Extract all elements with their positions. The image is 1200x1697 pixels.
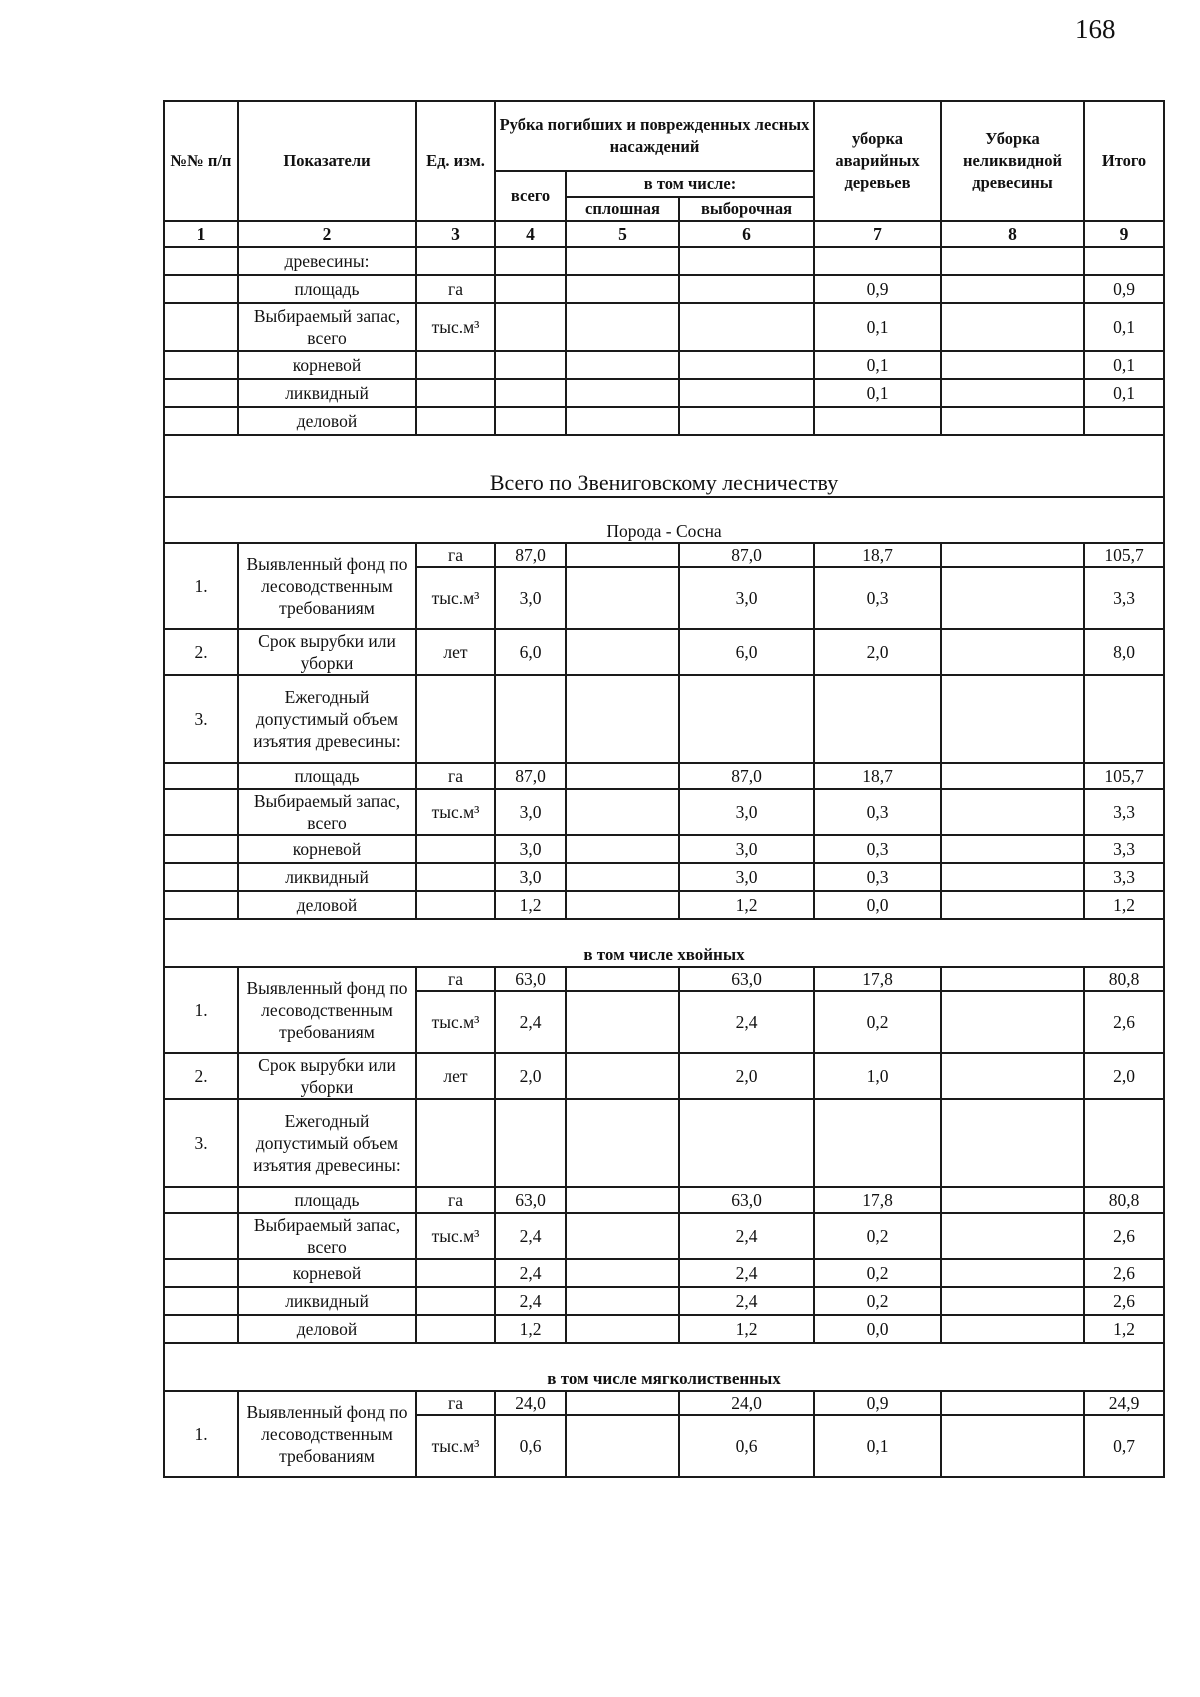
empty-cell <box>164 1213 238 1259</box>
value-cell: 24,0 <box>679 1391 814 1415</box>
table-row <box>164 1187 1164 1213</box>
column-number: 4 <box>495 221 566 247</box>
indicator-name: корневой <box>238 351 416 379</box>
value-cell: 0,1 <box>814 351 941 379</box>
value-cell: 1,2 <box>495 1315 566 1343</box>
header-indicators: Показатели <box>238 101 416 221</box>
value-cell: 87,0 <box>679 543 814 567</box>
unit-cell: га <box>416 1187 495 1213</box>
column-number: 3 <box>416 221 495 247</box>
empty-cell <box>164 835 238 863</box>
indicator-name: площадь <box>238 275 416 303</box>
header-sub-selective: выборочная <box>679 197 814 221</box>
header-total: Итого <box>1084 101 1164 221</box>
table-row <box>164 379 1164 407</box>
indicator-name: ликвидный <box>238 1287 416 1315</box>
empty-cell <box>566 1259 679 1287</box>
value-cell: 87,0 <box>679 763 814 789</box>
item-number: 1. <box>164 543 238 629</box>
value-cell: 2,0 <box>814 629 941 675</box>
empty-cell <box>566 1415 679 1477</box>
indicator-name: Выявленный фонд по лесоводственным требованиям <box>238 967 416 1053</box>
indicator-name: Выбираемый запас, всего <box>238 1213 416 1259</box>
empty-cell <box>416 1099 495 1187</box>
table-row <box>164 543 1164 567</box>
value-cell: 105,7 <box>1084 543 1164 567</box>
indicator-name: ликвидный <box>238 379 416 407</box>
value-cell: 3,0 <box>679 863 814 891</box>
forest-felling-table <box>163 100 1165 1478</box>
section-title-total: Всего по Звениговскому лесничеству <box>164 435 1164 497</box>
indicator-name: ликвидный <box>238 863 416 891</box>
empty-cell <box>416 1315 495 1343</box>
indicator-name: Ежегодный допустимый объем изъятия древесины: <box>238 675 416 763</box>
empty-cell <box>416 835 495 863</box>
empty-cell <box>941 543 1084 567</box>
value-cell: 2,4 <box>495 1213 566 1259</box>
value-cell: 3,3 <box>1084 863 1164 891</box>
table-row <box>164 275 1164 303</box>
empty-cell <box>566 629 679 675</box>
value-cell: 80,8 <box>1084 1187 1164 1213</box>
value-cell: 1,2 <box>1084 1315 1164 1343</box>
value-cell: 1,0 <box>814 1053 941 1099</box>
empty-cell <box>566 789 679 835</box>
value-cell: 0,3 <box>814 835 941 863</box>
item-number: 1. <box>164 1391 238 1477</box>
value-cell: 3,0 <box>495 789 566 835</box>
value-cell: 2,4 <box>495 991 566 1053</box>
empty-cell <box>416 1287 495 1315</box>
section-title-breed: Порода - Сосна <box>164 497 1164 543</box>
item-number: 2. <box>164 629 238 675</box>
value-cell: 0,2 <box>814 1287 941 1315</box>
value-cell: 2,4 <box>679 1287 814 1315</box>
column-number: 8 <box>941 221 1084 247</box>
table-row <box>164 891 1164 919</box>
table-row <box>164 1099 1164 1187</box>
unit-cell: тыс.м³ <box>416 789 495 835</box>
empty-cell <box>566 1315 679 1343</box>
header-unmerchantable: Уборка неликвидной древесины <box>941 101 1084 221</box>
value-cell: 2,0 <box>1084 1053 1164 1099</box>
value-cell: 63,0 <box>495 1187 566 1213</box>
empty-cell <box>164 863 238 891</box>
column-number: 6 <box>679 221 814 247</box>
empty-cell <box>941 763 1084 789</box>
value-cell: 0,1 <box>814 1415 941 1477</box>
empty-cell <box>566 763 679 789</box>
value-cell: 2,0 <box>495 1053 566 1099</box>
value-cell: 0,0 <box>814 891 941 919</box>
unit-cell: га <box>416 543 495 567</box>
indicator-name: площадь <box>238 763 416 789</box>
indicator-name: Срок вырубки или уборки <box>238 1053 416 1099</box>
empty-cell <box>814 1099 941 1187</box>
value-cell: 2,4 <box>679 1259 814 1287</box>
indicator-name: Срок вырубки или уборки <box>238 629 416 675</box>
table-row <box>164 407 1164 435</box>
value-cell: 2,6 <box>1084 1287 1164 1315</box>
empty-cell <box>495 675 566 763</box>
table-row <box>164 675 1164 763</box>
table-row <box>164 1287 1164 1315</box>
value-cell: 3,3 <box>1084 789 1164 835</box>
empty-cell <box>566 543 679 567</box>
empty-cell <box>566 1187 679 1213</box>
value-cell: 1,2 <box>679 1315 814 1343</box>
unit-cell: га <box>416 967 495 991</box>
value-cell: 0,9 <box>814 1391 941 1415</box>
value-cell: 6,0 <box>495 629 566 675</box>
table-row <box>164 967 1164 991</box>
empty-cell <box>941 991 1084 1053</box>
value-cell: 0,1 <box>1084 379 1164 407</box>
empty-cell <box>941 1315 1084 1343</box>
empty-cell <box>941 1053 1084 1099</box>
empty-cell <box>941 1287 1084 1315</box>
empty-cell <box>164 1259 238 1287</box>
section-title-softwood: в том числе мягколиственных <box>164 1343 1164 1391</box>
header-unit: Ед. изм. <box>416 101 495 221</box>
value-cell: 0,1 <box>814 303 941 351</box>
empty-cell <box>941 967 1084 991</box>
table-row <box>164 835 1164 863</box>
value-cell: 0,1 <box>814 379 941 407</box>
value-cell: 63,0 <box>679 967 814 991</box>
value-cell: 0,2 <box>814 1259 941 1287</box>
table-row <box>164 763 1164 789</box>
value-cell: 2,4 <box>495 1287 566 1315</box>
value-cell: 80,8 <box>1084 967 1164 991</box>
empty-cell <box>679 1099 814 1187</box>
empty-cell <box>495 1099 566 1187</box>
table-row <box>164 863 1164 891</box>
empty-cell <box>566 1213 679 1259</box>
table-row <box>164 1315 1164 1343</box>
empty-cell <box>566 863 679 891</box>
value-cell: 3,0 <box>495 835 566 863</box>
indicator-name: Ежегодный допустимый объем изъятия древесины: <box>238 1099 416 1187</box>
empty-cell <box>416 863 495 891</box>
indicator-name: древесины: <box>238 247 416 275</box>
column-number: 5 <box>566 221 679 247</box>
value-cell: 2,4 <box>679 1213 814 1259</box>
value-cell: 87,0 <box>495 763 566 789</box>
table-row <box>164 351 1164 379</box>
empty-cell <box>941 863 1084 891</box>
empty-cell <box>941 1259 1084 1287</box>
value-cell: 0,0 <box>814 1315 941 1343</box>
value-cell: 24,9 <box>1084 1391 1164 1415</box>
header-emergency: уборка аварийных деревьев <box>814 101 941 221</box>
value-cell: 17,8 <box>814 1187 941 1213</box>
indicator-name: деловой <box>238 407 416 435</box>
value-cell: 3,0 <box>495 863 566 891</box>
unit-cell: га <box>416 275 495 303</box>
table-row <box>164 789 1164 835</box>
empty-cell <box>941 891 1084 919</box>
empty-cell <box>164 789 238 835</box>
empty-cell <box>941 789 1084 835</box>
column-number: 9 <box>1084 221 1164 247</box>
column-number: 1 <box>164 221 238 247</box>
value-cell: 0,6 <box>679 1415 814 1477</box>
indicator-name: Выбираемый запас, всего <box>238 789 416 835</box>
empty-cell <box>566 1287 679 1315</box>
item-number: 1. <box>164 967 238 1053</box>
empty-cell <box>814 675 941 763</box>
value-cell: 0,3 <box>814 863 941 891</box>
item-number: 2. <box>164 1053 238 1099</box>
item-number: 3. <box>164 1099 238 1187</box>
empty-cell <box>941 1099 1084 1187</box>
empty-cell <box>941 675 1084 763</box>
value-cell: 3,0 <box>679 789 814 835</box>
item-number: 3. <box>164 675 238 763</box>
unit-cell: га <box>416 1391 495 1415</box>
empty-cell <box>941 567 1084 629</box>
value-cell: 1,2 <box>679 891 814 919</box>
unit-cell: га <box>416 763 495 789</box>
section-title-coniferous: в том числе хвойных <box>164 919 1164 967</box>
empty-cell <box>566 675 679 763</box>
value-cell: 63,0 <box>679 1187 814 1213</box>
value-cell: 2,4 <box>679 991 814 1053</box>
empty-cell <box>941 1415 1084 1477</box>
value-cell: 63,0 <box>495 967 566 991</box>
value-cell: 0,6 <box>495 1415 566 1477</box>
value-cell: 18,7 <box>814 543 941 567</box>
value-cell: 1,2 <box>1084 891 1164 919</box>
empty-cell <box>566 1099 679 1187</box>
empty-cell <box>1084 675 1164 763</box>
empty-cell <box>566 967 679 991</box>
value-cell: 2,6 <box>1084 1259 1164 1287</box>
value-cell: 3,0 <box>679 567 814 629</box>
unit-cell: лет <box>416 1053 495 1099</box>
value-cell: 1,2 <box>495 891 566 919</box>
empty-cell <box>566 835 679 863</box>
value-cell: 2,0 <box>679 1053 814 1099</box>
empty-cell <box>416 891 495 919</box>
value-cell: 0,1 <box>1084 351 1164 379</box>
value-cell: 0,2 <box>814 991 941 1053</box>
value-cell: 3,0 <box>495 567 566 629</box>
indicator-name: корневой <box>238 1259 416 1287</box>
value-cell: 0,2 <box>814 1213 941 1259</box>
table-row <box>164 247 1164 275</box>
unit-cell: тыс.м³ <box>416 1415 495 1477</box>
indicator-name: корневой <box>238 835 416 863</box>
empty-cell <box>941 629 1084 675</box>
table-row <box>164 1053 1164 1099</box>
empty-cell <box>566 1053 679 1099</box>
indicator-name: деловой <box>238 891 416 919</box>
empty-cell <box>416 1259 495 1287</box>
empty-cell <box>566 1391 679 1415</box>
empty-cell <box>164 763 238 789</box>
empty-cell <box>679 675 814 763</box>
empty-cell <box>164 1187 238 1213</box>
value-cell: 6,0 <box>679 629 814 675</box>
value-cell: 87,0 <box>495 543 566 567</box>
table-row <box>164 629 1164 675</box>
empty-cell <box>566 567 679 629</box>
empty-cell <box>566 991 679 1053</box>
value-cell: 18,7 <box>814 763 941 789</box>
value-cell: 0,9 <box>814 275 941 303</box>
column-number: 7 <box>814 221 941 247</box>
empty-cell <box>164 1315 238 1343</box>
unit-cell: тыс.м³ <box>416 991 495 1053</box>
empty-cell <box>941 1391 1084 1415</box>
empty-cell <box>416 675 495 763</box>
value-cell: 2,4 <box>495 1259 566 1287</box>
table-row <box>164 303 1164 351</box>
page-number: 168 <box>1075 14 1116 44</box>
value-cell: 105,7 <box>1084 763 1164 789</box>
empty-cell <box>941 1187 1084 1213</box>
empty-cell <box>164 1287 238 1315</box>
value-cell: 2,6 <box>1084 1213 1164 1259</box>
header-felling-group: Рубка погибших и поврежденных лесных насаждений <box>495 101 814 171</box>
value-cell: 3,3 <box>1084 835 1164 863</box>
header-sub-total: всего <box>495 171 566 221</box>
value-cell: 8,0 <box>1084 629 1164 675</box>
table-row <box>164 1259 1164 1287</box>
value-cell: 17,8 <box>814 967 941 991</box>
table-row <box>164 1391 1164 1415</box>
header-num: №№ п/п <box>164 101 238 221</box>
empty-cell <box>164 891 238 919</box>
indicator-name: Выявленный фонд по лесоводственным требованиям <box>238 1391 416 1477</box>
value-cell: 3,0 <box>679 835 814 863</box>
value-cell: 0,7 <box>1084 1415 1164 1477</box>
indicator-name: Выбираемый запас, всего <box>238 303 416 351</box>
empty-cell <box>566 891 679 919</box>
table-row <box>164 1213 1164 1259</box>
header-sub-including: в том числе: <box>566 171 814 197</box>
indicator-name: Выявленный фонд по лесоводственным требованиям <box>238 543 416 629</box>
unit-cell: тыс.м³ <box>416 303 495 351</box>
value-cell: 3,3 <box>1084 567 1164 629</box>
unit-cell: лет <box>416 629 495 675</box>
empty-cell <box>941 835 1084 863</box>
value-cell: 0,9 <box>1084 275 1164 303</box>
value-cell: 0,3 <box>814 789 941 835</box>
value-cell: 24,0 <box>495 1391 566 1415</box>
value-cell: 2,6 <box>1084 991 1164 1053</box>
indicator-name: деловой <box>238 1315 416 1343</box>
column-number: 2 <box>238 221 416 247</box>
unit-cell: тыс.м³ <box>416 567 495 629</box>
column-numbers-row <box>164 221 1164 247</box>
header-sub-clear: сплошная <box>566 197 679 221</box>
empty-cell <box>1084 1099 1164 1187</box>
value-cell: 0,3 <box>814 567 941 629</box>
empty-cell <box>941 1213 1084 1259</box>
unit-cell: тыс.м³ <box>416 1213 495 1259</box>
value-cell: 0,1 <box>1084 303 1164 351</box>
indicator-name: площадь <box>238 1187 416 1213</box>
